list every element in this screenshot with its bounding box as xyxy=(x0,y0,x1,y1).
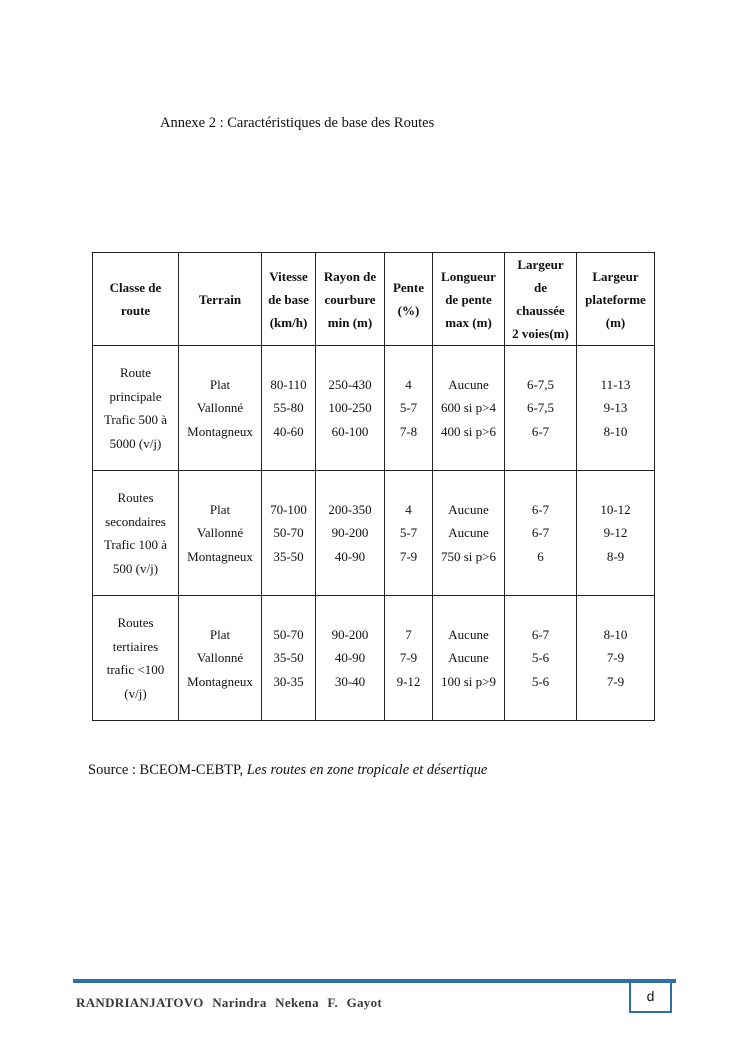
cell-curve-radius: 200-350 90-200 40-90 xyxy=(316,471,385,596)
header-slope-length: Longueur de pente max (m) xyxy=(433,253,505,346)
header-carriageway-width: Largeur de chaussée 2 voies(m) xyxy=(505,253,577,346)
cell-curve-radius: 250-430 100-250 60-100 xyxy=(316,346,385,471)
cell-terrain: Plat Vallonné Montagneux xyxy=(179,346,262,471)
header-platform-width: Largeur plateforme (m) xyxy=(577,253,655,346)
cell-carriageway-width: 6-7,5 6-7,5 6-7 xyxy=(505,346,577,471)
cell-curve-radius: 90-200 40-90 30-40 xyxy=(316,596,385,721)
header-row xyxy=(93,253,655,346)
cell-road-class: Route principale Trafic 500 à 5000 (v/j) xyxy=(93,346,179,471)
footer-author: RANDRIANJATOVO Narindra Nekena F. Gayot xyxy=(76,995,383,1010)
cell-slope: 4 5-7 7-9 xyxy=(385,471,433,596)
header-road-class: Classe de route xyxy=(93,253,179,346)
table-row xyxy=(93,596,655,721)
header-slope: Pente (%) xyxy=(385,253,433,346)
footer-rule xyxy=(73,979,676,983)
cell-platform-width: 8-10 7-9 7-9 xyxy=(577,596,655,721)
cell-platform-width: 11-13 9-13 8-10 xyxy=(577,346,655,471)
cell-slope-length: Aucune Aucune 100 si p>9 xyxy=(433,596,505,721)
cell-carriageway-width: 6-7 6-7 6 xyxy=(505,471,577,596)
cell-road-class: Routes tertiaires trafic <100 (v/j) xyxy=(93,596,179,721)
cell-slope-length: Aucune 600 si p>4 400 si p>6 xyxy=(433,346,505,471)
header-terrain: Terrain xyxy=(179,253,262,346)
cell-base-speed: 70-100 50-70 35-50 xyxy=(262,471,316,596)
source-title: Les routes en zone tropicale et désertique xyxy=(246,762,488,778)
header-base-speed: Vitesse de base (km/h) xyxy=(262,253,316,346)
road-characteristics-table xyxy=(92,252,655,721)
cell-slope: 7 7-9 9-12 xyxy=(385,596,433,721)
source-prefix: Source : BCEOM-CEBTP, xyxy=(88,762,247,778)
source-citation xyxy=(88,762,487,779)
cell-terrain: Plat Vallonné Montagneux xyxy=(179,471,262,596)
cell-road-class: Routes secondaires Trafic 100 à 500 (v/j) xyxy=(93,471,179,596)
table-header xyxy=(93,253,655,346)
table-row xyxy=(93,471,655,596)
cell-platform-width: 10-12 9-12 8-9 xyxy=(577,471,655,596)
cell-slope: 4 5-7 7-8 xyxy=(385,346,433,471)
cell-base-speed: 80-110 55-80 40-60 xyxy=(262,346,316,471)
page-number: d xyxy=(629,981,672,1013)
cell-slope-length: Aucune Aucune 750 si p>6 xyxy=(433,471,505,596)
cell-base-speed: 50-70 35-50 30-35 xyxy=(262,596,316,721)
cell-terrain: Plat Vallonné Montagneux xyxy=(179,596,262,721)
header-curve-radius: Rayon de courbure min (m) xyxy=(316,253,385,346)
cell-carriageway-width: 6-7 5-6 5-6 xyxy=(505,596,577,721)
annex-heading: Annexe 2 : Caractéristiques de base des Routes xyxy=(160,115,435,131)
table-row xyxy=(93,346,655,471)
